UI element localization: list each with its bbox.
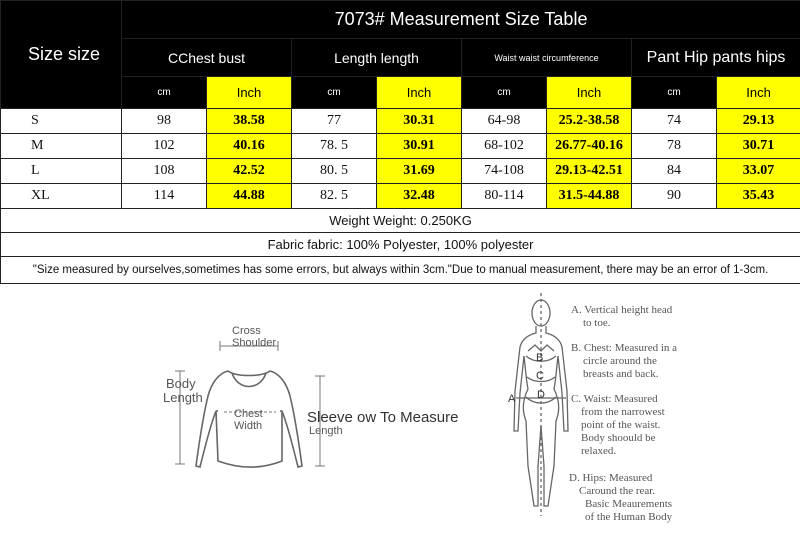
group-waist: Waist waist circumference — [462, 39, 632, 77]
cell: 33.07 — [717, 159, 800, 184]
unit-cm: cm — [122, 77, 207, 109]
unit-inch: Inch — [207, 77, 292, 109]
unit-cm: cm — [292, 77, 377, 109]
cell: 108 — [122, 159, 207, 184]
weight-row: Weight Weight: 0.250KG — [1, 209, 800, 233]
cell: 25.2-38.58 — [547, 109, 632, 134]
unit-cm: cm — [632, 77, 717, 109]
cross-shoulder-label: Cross Shoulder — [232, 325, 277, 349]
cell: 64-98 — [462, 109, 547, 134]
cell: 42.52 — [207, 159, 292, 184]
note-d: D. Hips: Measured Caround the rear. Basic Meaurements of the Human Body — [569, 472, 673, 523]
body-illustration — [514, 293, 568, 516]
table-row — [1, 159, 800, 184]
sleeve-how-to-measure-label: Sleeve ow To Measure — [307, 409, 459, 426]
cell: 31.69 — [377, 159, 462, 184]
note-c: C. Waist: Measured from the narrowest point of the waist. Body shoould be relaxed. — [571, 393, 665, 457]
table-row — [1, 184, 800, 209]
row-size: S — [1, 109, 122, 134]
row-size: M — [1, 134, 122, 159]
cell: 68-102 — [462, 134, 547, 159]
sleeve-length-label: Length — [309, 425, 343, 437]
marker-d: D — [537, 389, 545, 401]
note-b: B. Chest: Measured in a circle around the breasts and back. — [571, 342, 678, 380]
unit-inch: Inch — [547, 77, 632, 109]
group-length: Length length — [292, 39, 462, 77]
cell: 80-114 — [462, 184, 547, 209]
table-title: 7073# Measurement Size Table — [122, 1, 800, 39]
cell: 44.88 — [207, 184, 292, 209]
cell: 80. 5 — [292, 159, 377, 184]
cell: 38.58 — [207, 109, 292, 134]
cell: 30.91 — [377, 134, 462, 159]
cell: 35.43 — [717, 184, 800, 209]
cell: 78 — [632, 134, 717, 159]
marker-a: A — [508, 393, 516, 405]
cell: 30.31 — [377, 109, 462, 134]
table-row — [1, 134, 800, 159]
table-row — [1, 109, 800, 134]
cell: 82. 5 — [292, 184, 377, 209]
measurement-diagrams — [0, 281, 800, 557]
cell: 30.71 — [717, 134, 800, 159]
group-chest: CChest bust — [122, 39, 292, 77]
cell: 77 — [292, 109, 377, 134]
cell: 90 — [632, 184, 717, 209]
note-a: A. Vertical height head to toe. — [571, 304, 673, 329]
cell: 74-108 — [462, 159, 547, 184]
unit-inch: Inch — [717, 77, 800, 109]
size-header: Size size — [1, 1, 122, 109]
cell: 40.16 — [207, 134, 292, 159]
cell: 32.48 — [377, 184, 462, 209]
cell: 102 — [122, 134, 207, 159]
body-length-label: Body Length — [163, 376, 203, 405]
cell: 114 — [122, 184, 207, 209]
row-size: XL — [1, 184, 122, 209]
marker-b: B — [536, 352, 544, 364]
fabric-row: Fabric fabric: 100% Polyester, 100% polyester — [1, 233, 800, 257]
chest-width-label: Chest Width — [234, 408, 263, 432]
marker-c: C — [536, 370, 544, 382]
row-size: L — [1, 159, 122, 184]
cell: 98 — [122, 109, 207, 134]
cell: 26.77-40.16 — [547, 134, 632, 159]
cell: 74 — [632, 109, 717, 134]
cell: 29.13-42.51 — [547, 159, 632, 184]
group-hips: Pant Hip pants hips — [632, 39, 800, 77]
cell: 29.13 — [717, 109, 800, 134]
cell: 31.5-44.88 — [547, 184, 632, 209]
cell: 78. 5 — [292, 134, 377, 159]
note-row: "Size measured by ourselves,sometimes has some errors, but always within 3cm."Due to manual measurement, there may be an error of 1-3cm. — [1, 257, 800, 284]
unit-cm: cm — [462, 77, 547, 109]
cell: 84 — [632, 159, 717, 184]
unit-inch: Inch — [377, 77, 462, 109]
